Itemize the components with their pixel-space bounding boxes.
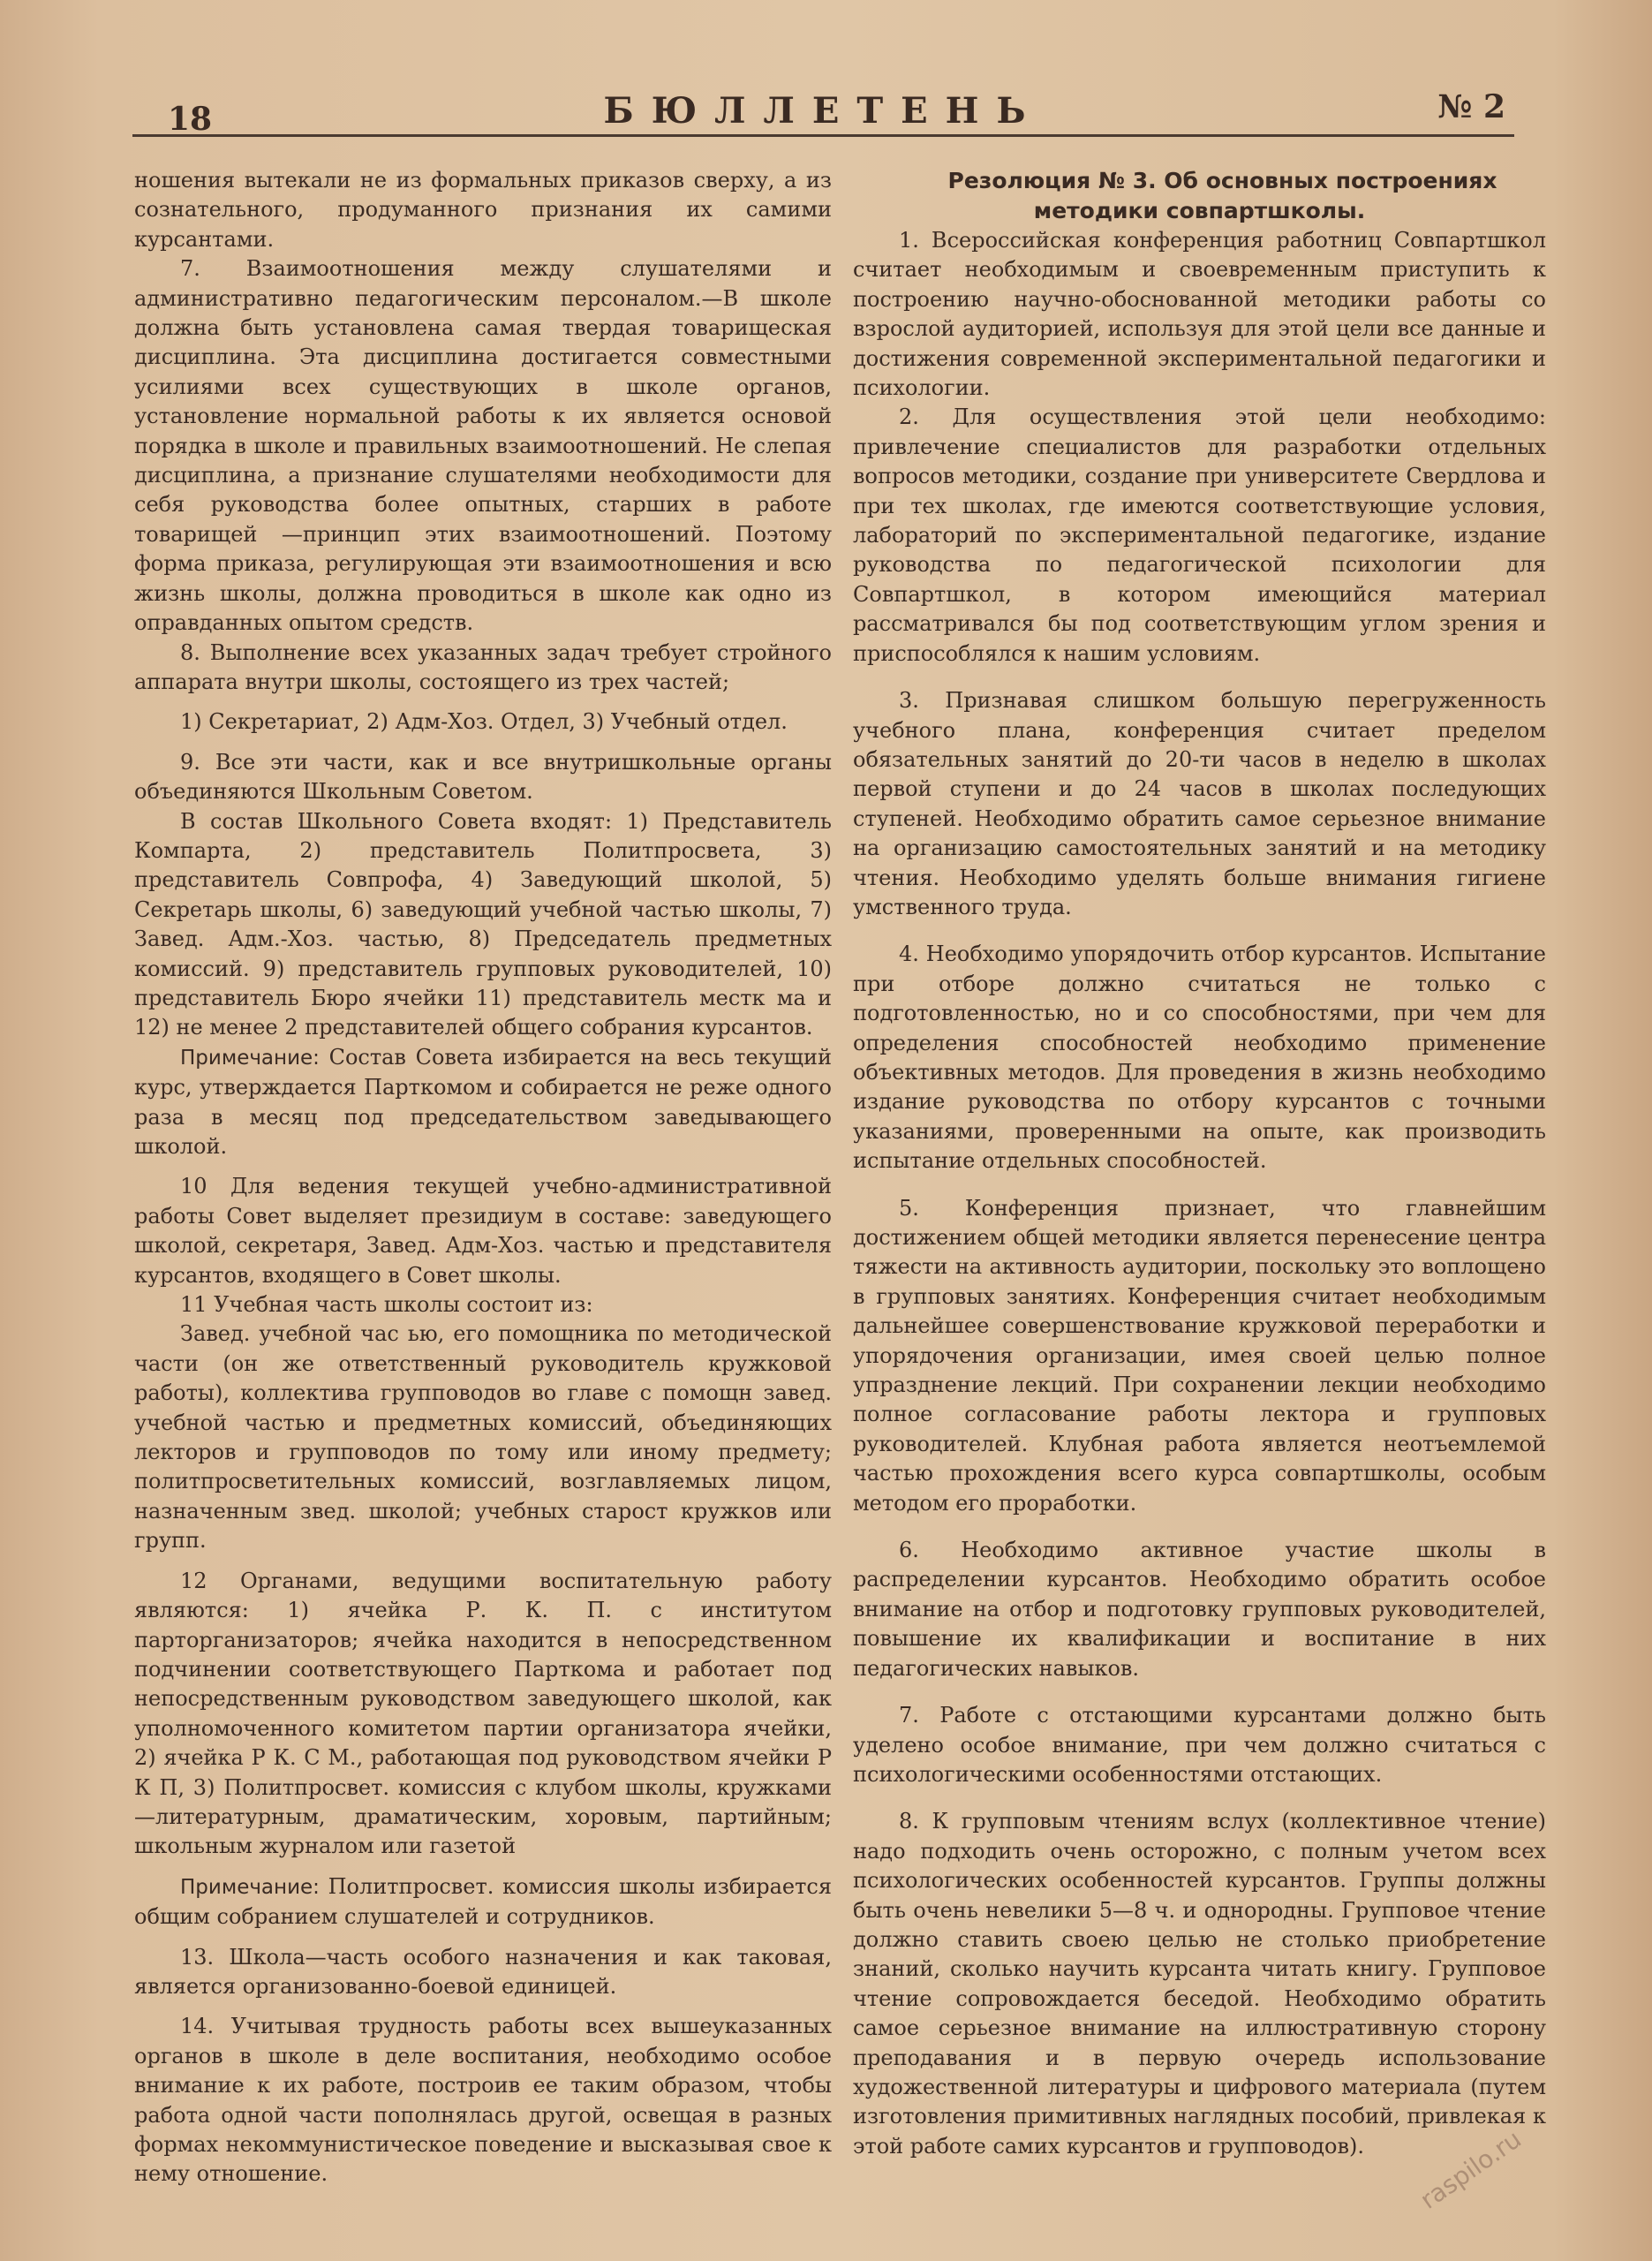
paragraph-9-composition: В состав Школьного Совета входят: 1) Представитель Компарта, 2) представитель Политпросвета, 3) представитель Совпрофа, 4) Заведующий школой, 5) Секретарь школы, 6) заведующий учебной частью школы, 7) Завед. Адм.-Хоз. частью, 8) Председатель предметных комиссий. 9) представитель групповых руководителей, 10) представитель Бюро ячейки 11) представитель местк ма и 12) не менее 2 представителей общего собрания курсантов. bbox=[134, 808, 832, 1040]
note-2-label: Примечание: bbox=[180, 1875, 320, 1899]
paragraph-11-body: Завед. учебной час ью, его помощника по методической части (он же ответственный руководитель кружковой работы), коллектива групповодов во главе с помощн завед. учебной частью и предметных комиссий, объединяющих лекторов и групповодов по тому или иному предмету; политпросветительных комиссий, возглавляемых лицом, назначенным звед. школой; учебных старост кружков или групп. bbox=[134, 1321, 832, 1554]
paragraph-8: 8. Выполнение всех указанных задач требует стройного аппарата внутри школы, состоящего из трех частей; bbox=[134, 639, 832, 694]
page-number: 18 bbox=[168, 101, 213, 138]
left-column bbox=[134, 166, 832, 2189]
watermark: raspilo.ru bbox=[1414, 2124, 1527, 2215]
note-1-text: Состав Совета избирается на весь текущий курс, утверждается Парткомом и собирается не реже одного раза в месяц под председательством заведывающего школой. bbox=[134, 1044, 832, 1159]
paragraph-7: 7. Взаимоотношения между слушателями и административно педагогическим персоналом.—В школе должна быть установлена самая твердая товарищеская дисциплина. Эта дисциплина достигается совместными усилиями всех существующих в школе органов, установление нормальной работы к их является основой порядка в школе и правильных взаимоотношений. Не слепая дисциплина, а признание слушателями необходимости для себя руководства более опытных, старших в работе товарищей —принцип этих взаимоотношений. Поэтому форма приказа, регулирующая эти взаимоотношения и всю жизнь школы, должна проводиться в школе как одно из оправданных опытом средств. bbox=[134, 256, 832, 636]
note-2 bbox=[134, 1872, 832, 1932]
resolution-item-7: 7. Работе с отстающими курсантами должно быть уделено особое внимание, при чем должно считаться с психологическими особенностями отстающих. bbox=[853, 1703, 1546, 1787]
resolution-item-6: 6. Необходимо активное участие школы в распределении курсантов. Необходимо обратить особое внимание на отбор и подготовку групповых руководителей, повышение их квалификации и воспитание в них педагогических навыков. bbox=[853, 1538, 1546, 1681]
paragraph-9: 9. Все эти части, как и все внутришкольные органы объединяются Школьным Советом. bbox=[134, 749, 832, 805]
note-1-label: Примечание: bbox=[180, 1046, 320, 1070]
issue-number: № 2 bbox=[1437, 88, 1505, 125]
note-1 bbox=[134, 1043, 832, 1162]
paragraph-continuation: ношения вытекали не из формальных приказов сверху, а из сознательного, продуманного признания их самими курсантами. bbox=[134, 168, 832, 252]
resolution-item-5: 5. Конференция признает, что главнейшим достижением общей методики является перенесение центра тяжести на активность аудитории, поскольку это воплощено в групповых занятиях. Конференция считает необходимым дальнейшее совершенствование кружковой переработки и упорядочения организации, имея своей целью полное упразднение лекций. При сохранении лекции необходимо полное согласование работы лектора и групповых руководителей. Клубная работа является неотъемлемой частью прохождения всего курса совпартшколы, особым методом его проработки. bbox=[853, 1195, 1546, 1516]
resolution-item-2: 2. Для осуществления этой цели необходимо: привлечение специалистов для разработки отдельных вопросов методики, создание при университете Свердлова и при тех школах, где имеются соответствующие условия, лабораторий по экспериментальной педагогике, издание руководства по педагогической психологии для Совпартшкол, в котором имеющийся материал рассматривался бы под соответствующим углом зрения и приспособлялся к нашим условиям. bbox=[853, 405, 1546, 666]
bulletin-title: БЮЛЛЕТЕНЬ bbox=[603, 90, 1044, 132]
resolution-item-1: 1. Всероссийская конференция работниц Совпартшкол считает необходимым и своевременным приступить к построению научно-обоснованной методики работы со взрослой аудиторией, используя для этой цели все данные и достижения современной экспериментальной педагогики и психологии. bbox=[853, 228, 1546, 401]
page-header bbox=[132, 79, 1514, 137]
right-column bbox=[853, 166, 1546, 2161]
paragraph-13: 13. Школа—часть особого назначения и как таковая, является организованно-боевой единицей. bbox=[134, 1944, 832, 1999]
paragraph-12: 12 Органами, ведущими воспитательную работу являются: 1) ячейка Р. К. П. с институтом парторганизаторов; ячейка находится в непосредственном подчинении соответствующего Парткома и работает под непосредственным руководством заведующего школой, как уполномоченного комитетом партии организатора ячейки, 2) ячейка Р К. С М., работающая под руководством ячейки Р К П, 3) Политпросвет. комиссия с клубом школы, кружками—литературным, драматическим, хоровым, партийным; школьным журналом или газетой bbox=[134, 1568, 832, 1859]
paragraph-11: 11 Учебная часть школы состоит из: bbox=[180, 1292, 593, 1318]
resolution-title: Резолюция № 3. Об основных построениях методики совпартшколы. bbox=[947, 168, 1497, 223]
resolution-item-3: 3. Признавая слишком большую перегруженность учебного плана, конференция считает пределом обязательных занятий до 20-ти часов в неделю в школах первой ступени и до 24 часов в школах последующих ступеней. Необходимо обратить самое серьезное внимание на организацию самостоятельных занятий и на методику чтения. Необходимо уделять больше внимания гигиене умственного труда. bbox=[853, 688, 1546, 919]
resolution-item-4: 4. Необходимо упорядочить отбор курсантов. Испытание при отборе должно считаться не только с подготовленностью, но и со способностями, при чем для определения способностей необходимо применение объективных методов. Для проведения в жизнь необходимо издание руководства по отбору курсантов с точными указаниями, проверенными на опыте, как производить испытание отдельных способностей. bbox=[853, 941, 1546, 1174]
note-2-text: Политпросвет. комиссия школы избирается общим собранием слушателей и сотрудников. bbox=[134, 1873, 832, 1930]
paragraph-10: 10 Для ведения текущей учебно-административной работы Совет выделяет президиум в составе: заведующего школой, секретаря, Завед. Адм-Хоз. частью и представителя курсантов, входящего в Совет школы. bbox=[134, 1174, 832, 1288]
paragraph-8-list: 1) Секретариат, 2) Адм-Хоз. Отдел, 3) Учебный отдел. bbox=[180, 709, 788, 735]
paragraph-14: 14. Учитывая трудность работы всех вышеуказанных органов в школе в деле воспитания, необходимо особое внимание к их работе, построив ее таким образом, чтобы работа одной части пополнялась другой, освещая в разных формах некоммунистическое поведение и высказывая свое к нему отношение. bbox=[134, 2014, 832, 2187]
resolution-item-8: 8. К групповым чтениям вслух (коллективное чтение) надо подходить очень осторожно, с полным учетом всех психологических особенностей курсантов. Группы должны быть очень невелики 5—8 ч. и однородны. Групповое чтение должно ставить своею целью не столько приобретение знаний, сколько научить курсанта читать книгу. Групповое чтение сопровождается беседой. Необходимо обратить самое серьезное внимание на иллюстративную сторону преподавания и в первую очередь использование художественной литературы и цифрового материала (путем изготовления примитивных наглядных пособий, привлекая к этой работе самих курсантов и групповодов). bbox=[853, 1809, 1546, 2159]
